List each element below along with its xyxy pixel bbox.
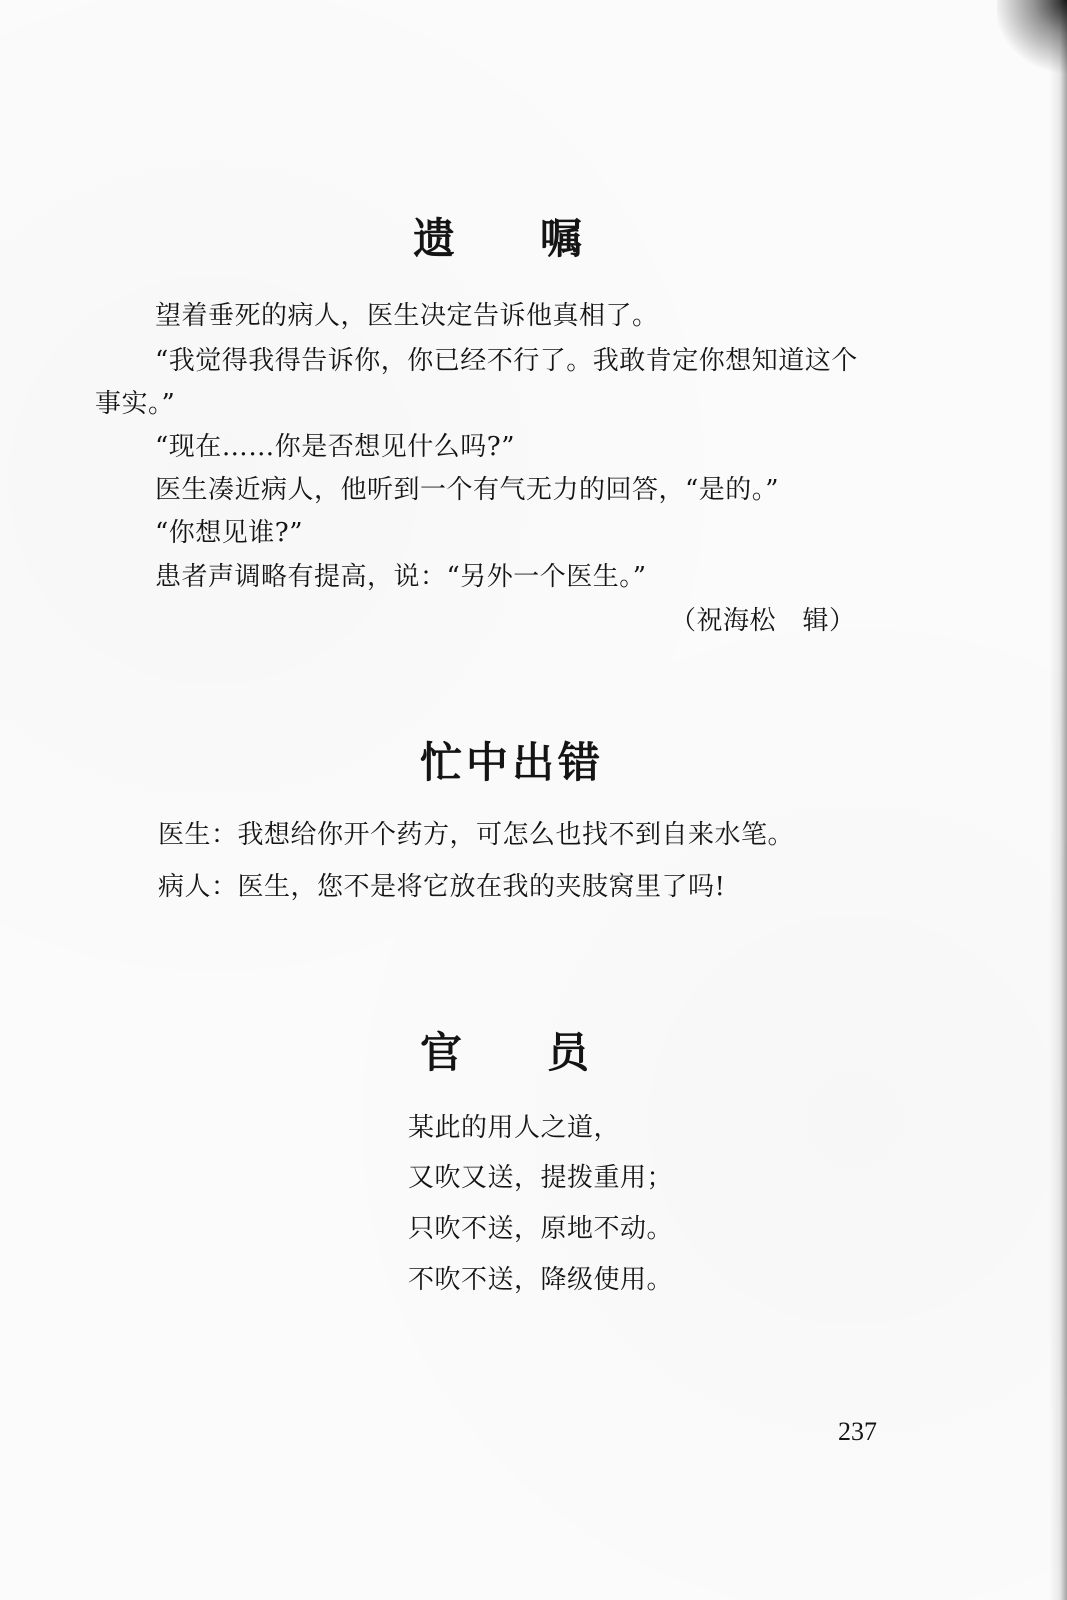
section1-paragraph-2-cont: 事实。” <box>95 389 176 419</box>
page-corner-shadow <box>997 0 1067 90</box>
section3-line-4: 不吹不送，降级使用。 <box>408 1265 674 1295</box>
section1-paragraph-6: 患者声调略有提高，说：“另外一个医生。” <box>155 562 647 592</box>
section1-paragraph-2: “我觉得我得告诉你，你已经不行了。我敢肯定你想知道这个 <box>155 346 858 376</box>
section1-credit: （祝海松 辑） <box>670 606 856 636</box>
section3-line-1: 某此的用人之道， <box>408 1113 621 1143</box>
section2-line-1: 医生：我想给你开个药方，可怎么也找不到自来水笔。 <box>158 820 795 850</box>
section3-line-3: 只吹不送，原地不动。 <box>408 1214 674 1244</box>
section2-line-2: 病人：医生，您不是将它放在我的夹肢窝里了吗! <box>158 872 726 902</box>
section3-line-2: 又吹又送，提拨重用； <box>408 1163 674 1193</box>
page-number: 237 <box>838 1417 877 1446</box>
section1-paragraph-5: “你想见谁?” <box>155 518 304 548</box>
section3-title: 官员 <box>420 1028 675 1077</box>
section1-paragraph-3: “现在……你是否想见什么吗?” <box>155 432 516 462</box>
section1-paragraph-1: 望着垂死的病人，医生决定告诉他真相了。 <box>155 301 659 331</box>
section2-title: 忙中出错 <box>420 738 605 787</box>
section1-paragraph-4: 医生凑近病人，他听到一个有气无力的回答，“是的。” <box>155 475 780 505</box>
section1-title: 遗嘱 <box>413 214 668 263</box>
page-edge-shadow <box>1049 0 1067 1600</box>
